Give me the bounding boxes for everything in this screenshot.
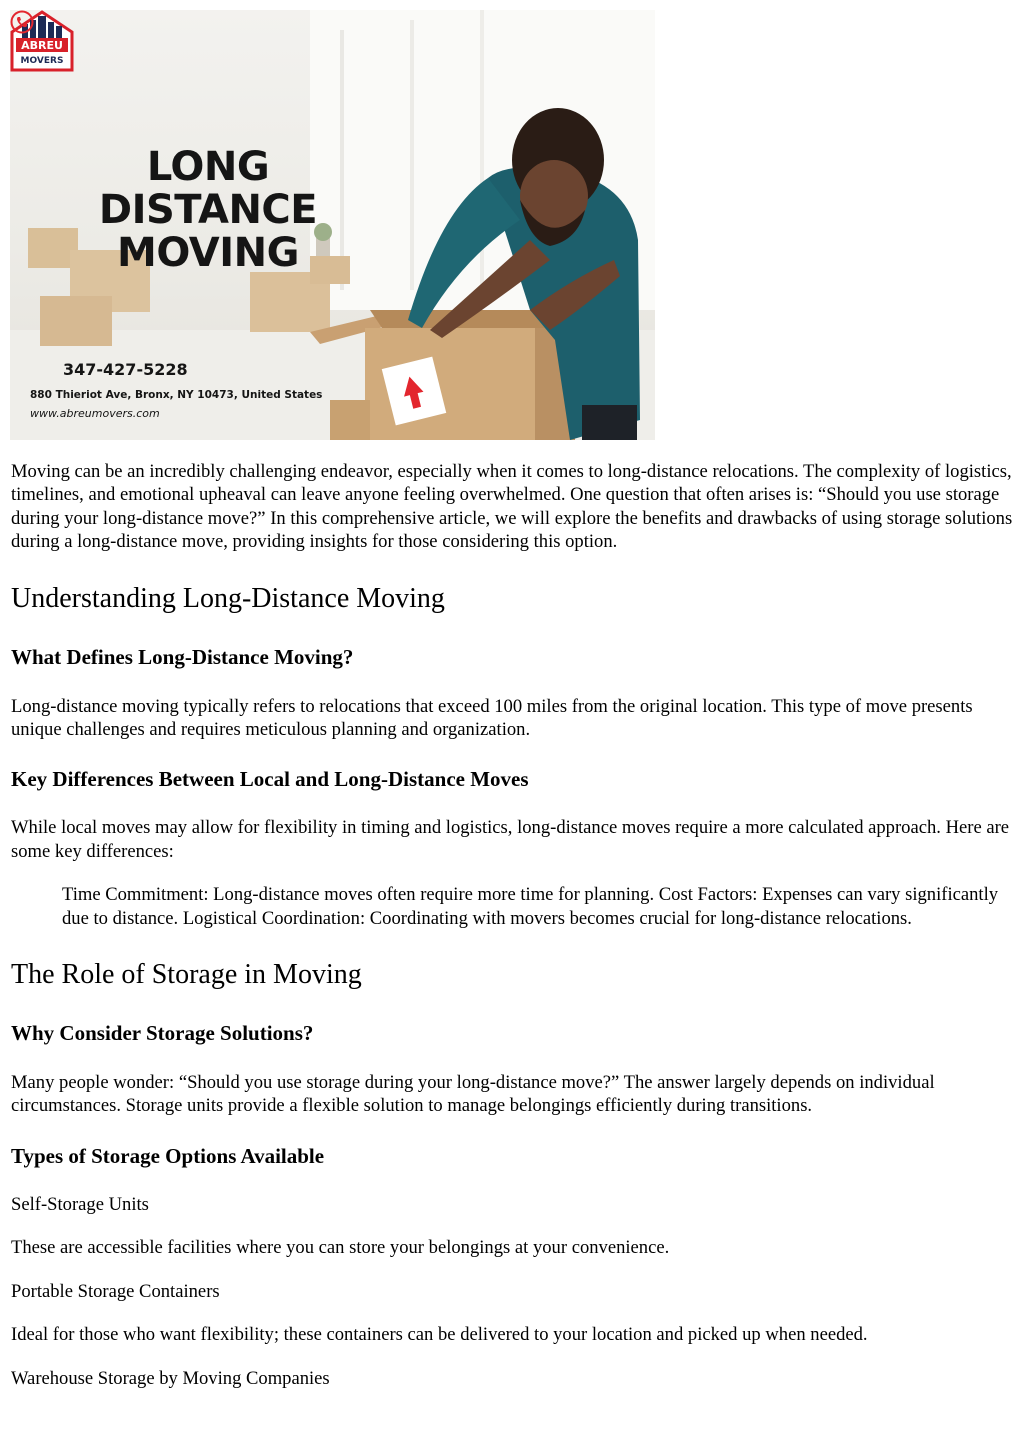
hero-title-line: DISTANCE [98,187,318,233]
logo-brand-line2: MOVERS [20,56,64,66]
storage-type-name: Warehouse Storage by Moving Companies [11,1367,330,1389]
differences-list: Time Commitment: Long-distance moves often require more time for planning. Cost Factors: Expenses can vary significantly due to distance. Logistical Coordination: Coordinating with movers becomes crucial for long-distance relocations. [62,884,999,929]
hero-title-line: MOVING [117,230,299,276]
logo-brand-line1: ABREU [21,39,63,52]
heading-types-of-storage: Types of Storage Options Available [11,1143,325,1168]
hero-address: 880 Thieriot Ave, Bronx, NY 10473, United States [30,389,323,401]
heading-why-consider: Why Consider Storage Solutions? [11,1021,314,1046]
storage-type-name: Portable Storage Containers [11,1280,220,1302]
heading-role-of-storage: The Role of Storage in Moving [11,959,362,991]
heading-understanding: Understanding Long-Distance Moving [11,582,445,614]
heading-what-defines: What Defines Long-Distance Moving? [11,644,354,669]
intro-paragraph: Moving can be an incredibly challenging endeavor, especially when it comes to long-distance relocations. The complexity of logistics, timelines, and emotional upheaval can leave anyone feeling overwhelmed. One question that often arises is: “Should you use storage during your long-distance move?” In this comprehensive article, we will explore the benefits and drawbacks of using storage solutions during a long-distance move, providing insights for those considering this option. [11,461,1013,553]
heading-key-differences: Key Differences Between Local and Long-Distance Moves [11,767,529,792]
storage-type-description: These are accessible facilities where you can store your belongings at your convenience. [11,1237,670,1259]
paragraph-what-defines: Long-distance moving typically refers to relocations that exceed 100 miles from the original location. This type of move presents unique challenges and requires meticulous planning and organization. [11,695,973,741]
phone-icon [10,10,34,34]
storage-type-name: Self-Storage Units [11,1193,149,1215]
hero-title [68,146,348,275]
paragraph-key-differences: While local moves may allow for flexibility in timing and logistics, long-distance moves require a more calculated approach. Here are some key differences: [11,817,1010,862]
hero-banner-image [10,10,655,440]
hero-website: www.abreumovers.com [30,407,160,420]
storage-type-description: Ideal for those who want flexibility; these containers can be delivered to your location and picked up when needed. [11,1324,868,1346]
hero-title-line: LONG [146,144,270,190]
paragraph-why-consider: Many people wonder: “Should you use storage during your long-distance move?” The answer largely depends on individual circumstances. Storage units provide a flexible solution to manage belongings efficiently during transitions. [11,1072,935,1117]
hero-phone: 347-427-5228 [63,360,188,379]
article-body [11,460,1016,1390]
